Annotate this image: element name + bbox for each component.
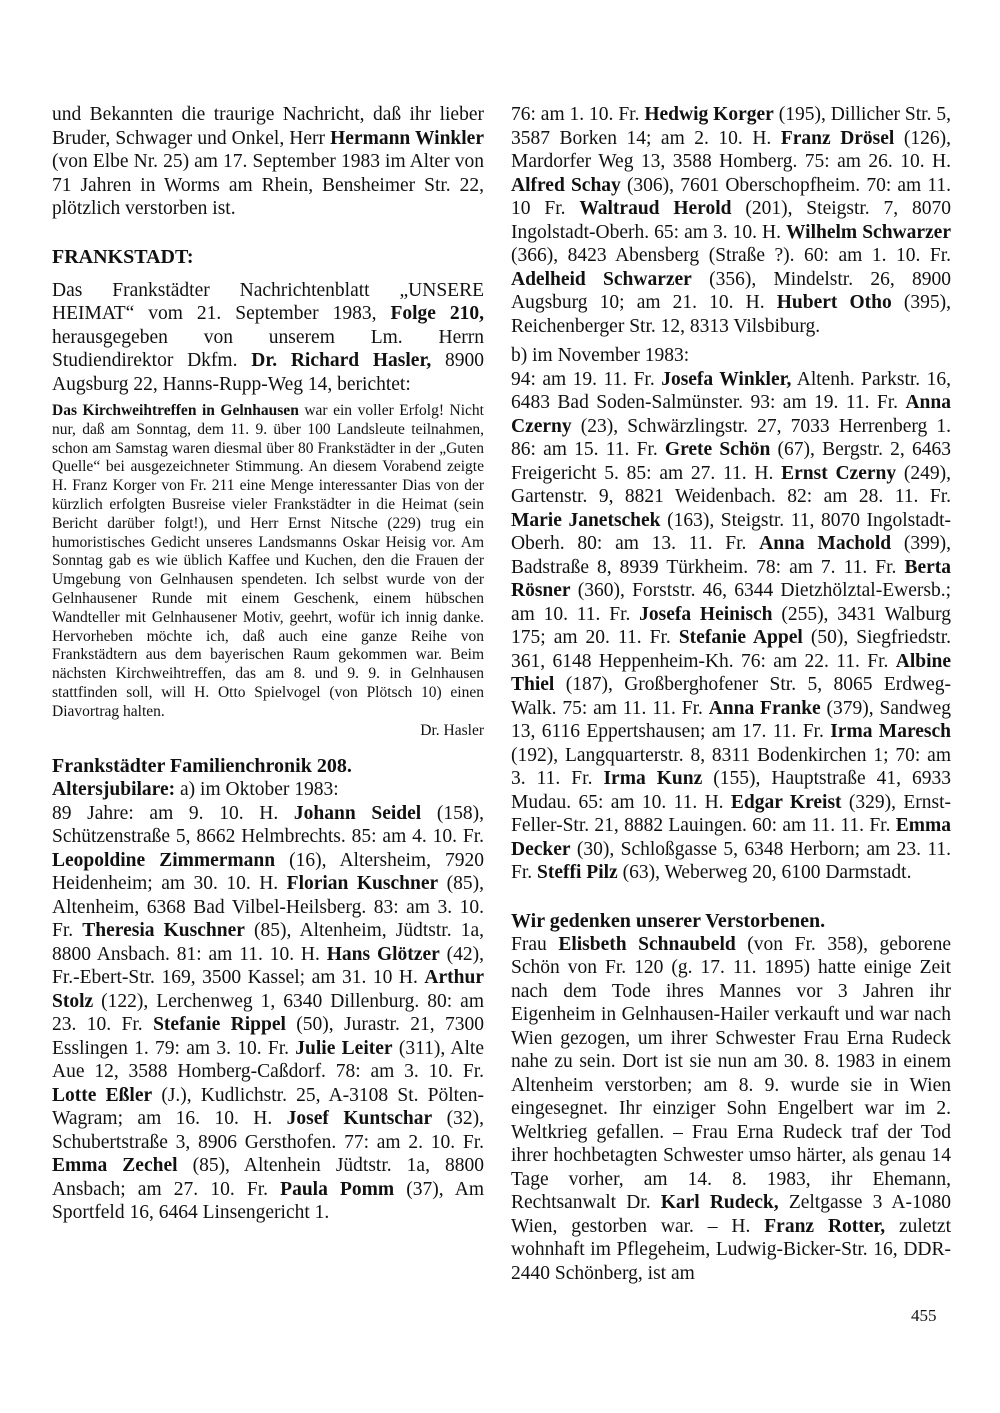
- chronicle-heading: Frankstädter Familienchronik 208.: [52, 755, 352, 778]
- bold-name: Irma Kunz: [603, 768, 703, 789]
- intro-paragraph: und Bekannten die traurige Nachricht, daß ihr lieber Bruder, Schwager und Onkel, Herr Hermann Winkler (von Elbe Nr. 25) am 17. September 1983 im Alter von 71 Jahren in Worms am Rhein, Bensheimer Str. 22, plötzlich verstorben ist.: [52, 104, 484, 219]
- bold-name: Julie Leiter: [295, 1037, 393, 1059]
- right-column: [511, 103, 951, 1285]
- jubilare-intro: a) im Oktober 1983:: [175, 779, 339, 801]
- memorial-heading: Wir gedenken unserer Verstorbenen.: [511, 909, 826, 932]
- bold-name: Emma Decker: [511, 815, 951, 860]
- bold-name: Lotte Eßler: [52, 1084, 153, 1106]
- bold-name: Emma Zechel: [52, 1155, 178, 1177]
- bold-name: Elisbeth Schnaubeld: [558, 933, 736, 955]
- report-signature: Dr. Hasler: [420, 721, 484, 739]
- bold-name: Hans Glötzer: [326, 943, 440, 965]
- bold-name: Ernst Czerny: [781, 462, 897, 484]
- bold-name: Irma Maresch: [830, 721, 951, 742]
- bold-name: Folge 210,: [390, 303, 485, 324]
- bold-name: Anna Franke: [708, 697, 821, 719]
- kirchweih-report: Das Kirchweihtreffen in Gelnhausen war ein voller Erfolg! Nicht nur, daß am Sonntag, dem 11. 9. über 100 Landsleute teilnahmen, schon am Samstag waren diesmal über 80 Frankstädter in der „Guten Quelle“ bei ausgezeichneter Stimmung. An diesem Vorabend zeigte H. Franz Korger von Fr. 211 eine Menge interessanter Dias von der kürzlich erfolgten Busreise vieler Frankstädter in die Heimat (sein Bericht darüber folgt!), und Herr Ernst Nitsche (229) trug ein humoristisches Gedicht unseres Landsmanns Oskar Heisig vor. Am Sonntag gab es wie üblich Kaffee und Kuchen, den die Frauen der Umgebung von Gelnhausen spendeten. Ich selbst wurde von der Gelnhausener Runde mit einem Geschenk, einem hübschen Wandteller mit Gelnhausener Motiv, geehrt, wofür ich innig danke. Hervorheben möchte ich, daß auch eine ganze Reihe von Frankstädtern aus dem bayerischen Raum gekommen war. Beim nächsten Kirchweihtreffen, das am 8. und 9. 9. in Gelnhausen stattfinden soll, will H. Otto Spielvogel (von Plötsch 10) einen Diavortrag halten.: [52, 402, 484, 720]
- bold-name: Leopoldine Zimmermann: [52, 849, 276, 871]
- bold-name: Theresia Kuschner: [82, 920, 245, 942]
- bold-name: Stefanie Rippel: [153, 1014, 286, 1036]
- bold-name: Stefanie Appel: [678, 627, 803, 648]
- bold-name: Franz Drösel: [780, 127, 895, 149]
- jubilare-heading: [52, 778, 484, 802]
- bold-name: Paula Pomm: [280, 1178, 395, 1200]
- bold-name: Alfred Schay: [511, 174, 621, 196]
- jubilare-label: Altersjubilare:: [52, 779, 176, 801]
- bold-name: Hubert Otho: [776, 292, 892, 313]
- page-number: 455: [911, 1306, 937, 1325]
- bold-name: Dr. Richard Hasler,: [251, 350, 432, 371]
- october-jubilees: 89 Jahre: am 9. 10. H. Johann Seidel (158), Schützenstraße 5, 8662 Helmbrechts. 85: am 4. 10. Fr. Leopoldine Zimmermann (16), Altersheim, 7920 Heidenheim; am 30. 10. H. Florian Kuschner (85), Altenheim, 6368 Bad Vilbel-Heilsberg. 83: am 3. 10. Fr. Theresia Kuschner (85), Altenheim, Jüdtstr. 1a, 8800 Ansbach. 81: am 11. 10. H. Hans Glötzer (42), Fr.-Ebert-Str. 169, 3500 Kassel; am 31. 10 H. Arthur Stolz (122), Lerchenweg 1, 6340 Dillenburg. 80: am 23. 10. Fr. Stefanie Rippel (50), Jurastr. 21, 7300 Esslingen 1. 79: am 3. 10. Fr. Julie Leiter (311), Alte Aue 12, 3588 Homberg-Caßdorf. 78: am 3. 10. Fr. Lotte Eßler (J.), Kudlichstr. 25, A-3108 St. Pölten-Wagram; am 16. 10. H. Josef Kuntschar (32), Schubertstraße 3, 8906 Gersthofen. 77: am 2. 10. Fr. Emma Zechel (85), Altenhein Jüdtstr. 1a, 8800 Ansbach; am 27. 10. Fr. Paula Pomm (37), Am Sportfeld 16, 6464 Linsengericht 1.: [52, 802, 485, 1224]
- bold-name: Steffi Pilz: [537, 862, 618, 883]
- bold-name: Grete Schön: [664, 439, 771, 460]
- frankstadt-heading: FRANKSTADT:: [52, 245, 194, 268]
- bold-name: Marie Janetschek: [511, 509, 661, 531]
- bold-name: Josefa Heinisch: [639, 603, 773, 625]
- bold-name: Hermann Winkler: [330, 127, 484, 149]
- memorial-paragraph: Frau Elisbeth Schnaubeld (von Fr. 358), geborene Schön von Fr. 120 (g. 17. 11. 1895) hatte einige Zeit nach dem Tode ihres Mannes vor 3 Jahren ihr Eigenheim in Gelnhausen-Hailer verkauft und war nach Wien gezogen, um ihrer Schwester Frau Erna Rudeck nahe zu sein. Dort ist sie nun am 30. 8. 1983 in einem Altenheim verstorben; am 8. 9. wurde sie in Wien eingesegnet. Ihr einziger Sohn Engelbert war im 2. Weltkrieg gefallen. – Frau Erna Rudeck traf der Tod ihrer hochbetagten Schwester umso härter, als genau 14 Tage vorher, am 14. 8. 1983, ihr Ehemann, Rechtsanwalt Dr. Karl Rudeck, Zeltgasse 3 A-1080 Wien, gestorben war. – H. Franz Rotter, zuletzt wohnhaft im Pflegeheim, Ludwig-Bicker-Str. 16, DDR-2440 Schönberg, ist am: [511, 933, 951, 1284]
- bold-name: Josefa Winkler,: [661, 368, 792, 390]
- bold-name: Wilhelm Schwarzer: [786, 221, 951, 243]
- bold-name: Waltraud Herold: [579, 198, 732, 219]
- left-column: [52, 103, 484, 1225]
- bold-name: Anna Machold: [759, 533, 892, 554]
- bold-name: Hedwig Korger: [644, 104, 774, 125]
- november-jubilees: 94: am 19. 11. Fr. Josefa Winkler, Altenh. Parkstr. 16, 6483 Bad Soden-Salmünster. 93: am 19. 11. Fr. Anna Czerny (23), Schwärzlingstr. 27, 7033 Herrenberg 1. 86: am 15. 11. Fr. Grete Schön (67), Bergstr. 2, 6463 Freigericht 5. 85: am 27. 11. H. Ernst Czerny (249), Gartenstr. 9, 8821 Weidenbach. 82: am 28. 11. Fr. Marie Janetschek (163), Steigstr. 11, 8070 Ingolstadt-Oberh. 80: am 13. 11. Fr. Anna Machold (399), Badstraße 8, 8939 Türkheim. 78: am 7. 11. Fr. Berta Rösner (360), Forststr. 46, 6344 Dietzhölztal-Ewersb.; am 10. 11. Fr. Josefa Heinisch (255), 3431 Walburg 175; am 20. 11. Fr. Stefanie Appel (50), Siegfriedstr. 361, 6148 Heppenheim-Kh. 76: am 22. 11. Fr. Albine Thiel (187), Großberghofener Str. 5, 8065 Erdweg-Walk. 75: am 11. 11. Fr. Anna Franke (379), Sandweg 13, 6116 Eppertshausen; am 17. 11. Fr. Irma Maresch (192), Langquarterstr. 8, 8311 Bodenkirchen 1; 70: am 3. 11. Fr. Irma Kunz (155), Hauptstraße 41, 6933 Mudau. 65: am 10. 11. H. Edgar Kreist (329), Ernst-Feller-Str. 21, 8882 Lauingen. 60: am 11. 11. Fr. Emma Decker (30), Schloßgasse 5, 6348 Herborn; am 23. 11. Fr. Steffi Pilz (63), Weberweg 20, 6100 Darmstadt.: [511, 368, 952, 883]
- bold-name: Karl Rudeck,: [660, 1192, 779, 1213]
- bold-name: Florian Kuschner: [286, 873, 439, 895]
- bold-name: Anna Czerny: [511, 392, 951, 437]
- bold-name: Josef Kuntschar: [286, 1108, 433, 1130]
- newsletter-announcement: Das Frankstädter Nachrichtenblatt „UNSERE HEIMAT“ vom 21. September 1983, Folge 210, herausgegeben von unserem Lm. Herrn Studiendirektor Dkfm. Dr. Richard Hasler, 8900 Augsburg 22, Hanns-Rupp-Weg 14, berichtet:: [52, 279, 485, 395]
- bold-name: Das Kirchweihtreffen in Gelnhausen: [52, 402, 299, 419]
- bold-name: Albine Thiel: [511, 650, 951, 695]
- bold-name: Berta Rösner: [511, 556, 951, 601]
- november-heading: b) im November 1983:: [511, 345, 690, 366]
- bold-name: Adelheid Schwarzer: [511, 268, 692, 290]
- bold-name: Johann Seidel: [293, 802, 422, 824]
- bold-name: Arthur Stolz: [52, 967, 484, 1012]
- bold-name: Edgar Kreist: [730, 791, 842, 813]
- bold-name: Franz Rotter,: [764, 1215, 886, 1237]
- october-jubilees-continued: 76: am 1. 10. Fr. Hedwig Korger (195), Dillicher Str. 5, 3587 Borken 14; am 2. 10. H. Franz Drösel (126), Mardorfer Weg 13, 3588 Homberg. 75: am 26. 10. H. Alfred Schay (306), 7601 Oberschopfheim. 70: am 11. 10 Fr. Waltraud Herold (201), Steigstr. 7, 8070 Ingolstadt-Oberh. 65: am 3. 10. H. Wilhelm Schwarzer (366), 8423 Abensberg (Straße ?). 60: am 1. 10. Fr. Adelheid Schwarzer (356), Mindelstr. 26, 8900 Augsburg 10; am 21. 10. H. Hubert Otho (395), Reichenberger Str. 12, 8313 Vilsbiburg.: [511, 104, 951, 337]
